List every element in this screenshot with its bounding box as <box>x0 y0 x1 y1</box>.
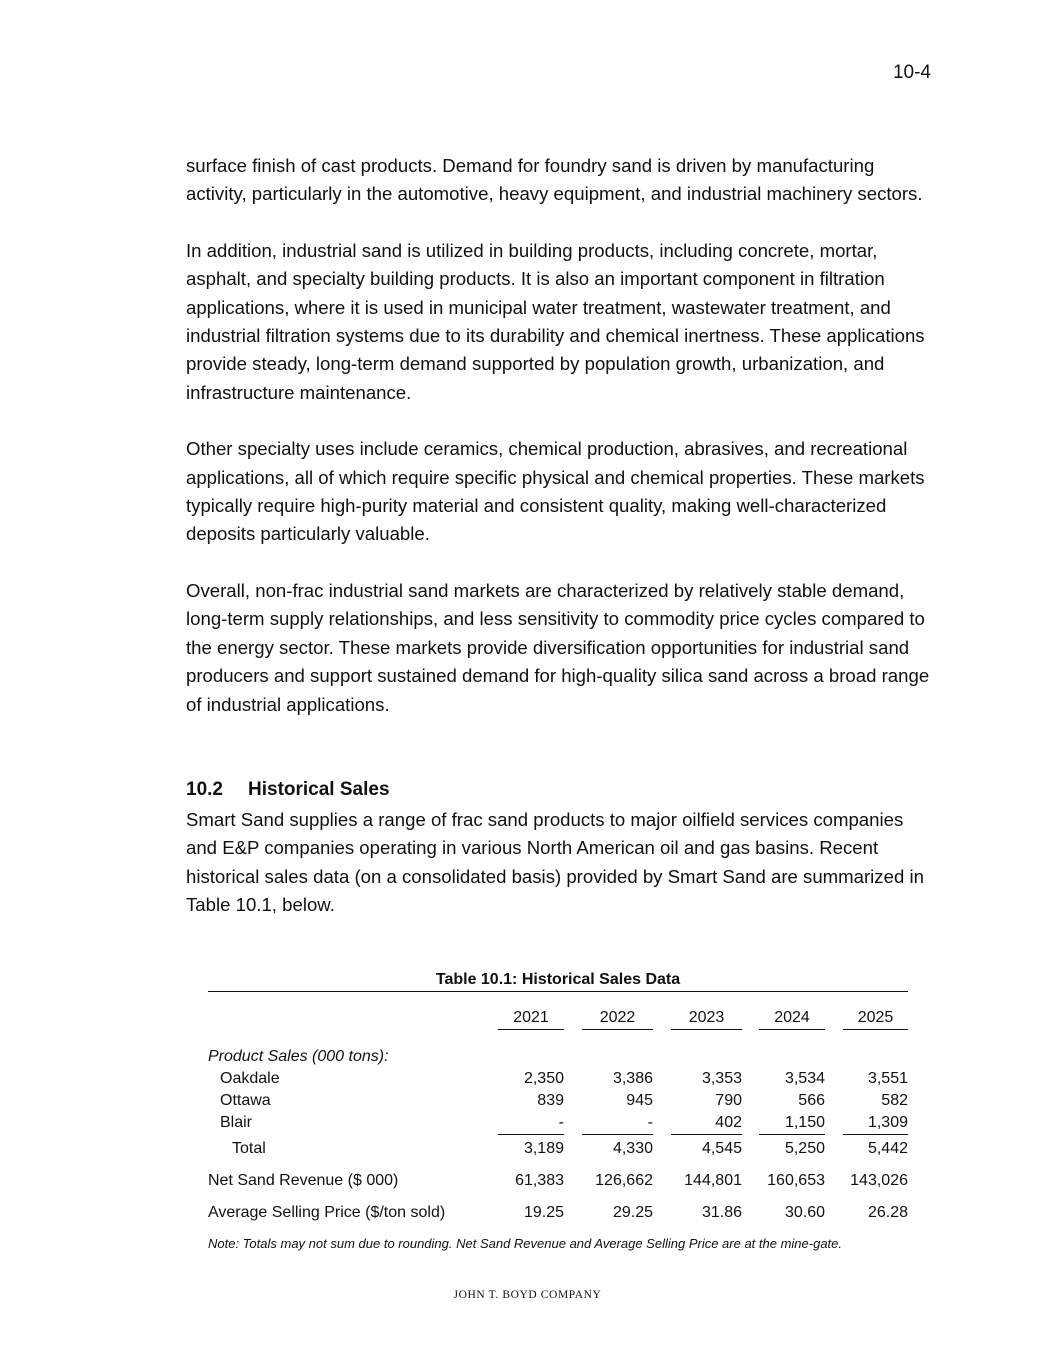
year-header: 2022 <box>582 1008 653 1030</box>
table-row <box>208 1112 908 1134</box>
table-cell: 839 <box>537 1092 564 1109</box>
row-label: Blair <box>220 1114 253 1131</box>
row-label: Ottawa <box>220 1092 271 1109</box>
product-sales-label: Product Sales (000 tons): <box>208 1048 389 1065</box>
table-cell: 5,442 <box>867 1140 908 1157</box>
row-label: Oakdale <box>220 1070 280 1087</box>
year-header: 2025 <box>843 1008 908 1030</box>
page-number: 10-4 <box>892 62 931 83</box>
table-cell: 126,662 <box>595 1172 653 1189</box>
paragraph-building-filtration: In addition, industrial sand is utilized in building products, including concrete, mortar, asphalt, and specialty building products. It is also an important component in filtration applications, where it is used in municipal water treatment, wastewater treatment, and industrial filtration systems due to its durability and chemical inertness. These applications provide steady, long-term demand supported by population growth, urbanization, and infrastructure maintenance. <box>186 239 925 403</box>
year-header: 2021 <box>498 1008 564 1030</box>
section-number: 10.2 <box>186 778 223 800</box>
table-cell: 61,383 <box>515 1172 564 1189</box>
table-cell: 945 <box>626 1092 653 1109</box>
table-cell: 5,250 <box>784 1140 825 1157</box>
row-label: Net Sand Revenue ($ 000) <box>208 1172 399 1189</box>
paragraph-market-overview: Overall, non-frac industrial sand markets are characterized by relatively stable demand, long-term supply relationships, and less sensitivity to commodity price cycles compared to the energy sector. These markets provide diversification opportunities for industrial sand producers and support sustained demand for high-quality silica sand across a broad range of industrial applications. <box>186 579 930 715</box>
table-cell: 29.25 <box>612 1204 653 1221</box>
table-cell: 4,330 <box>612 1140 653 1157</box>
year-header: 2023 <box>671 1008 742 1030</box>
document-body <box>186 152 931 948</box>
company-footer: JOHN T. BOYD COMPANY <box>453 1289 602 1301</box>
table-cell: 160,653 <box>767 1172 825 1189</box>
total-row <box>208 1138 908 1160</box>
table-row <box>208 1090 908 1112</box>
product-sales-label-row <box>208 1046 908 1068</box>
table-cell: 582 <box>881 1092 908 1109</box>
row-label: Average Selling Price ($/ton sold) <box>208 1204 446 1221</box>
table-cell: 790 <box>715 1092 742 1109</box>
paragraph-specialty-uses: Other specialty uses include ceramics, chemical production, abrasives, and recreational applications, all of which require specific physical and chemical properties. These markets typically require high-purity material and consistent quality, making well-characterized deposits particularly valuable. <box>186 438 925 545</box>
table-cell: 4,545 <box>701 1140 742 1157</box>
section-title: Historical Sales <box>248 778 390 800</box>
table-cell: 2,350 <box>523 1070 564 1087</box>
avg-price-row <box>208 1202 908 1224</box>
table-cell: 566 <box>798 1092 825 1109</box>
table-cell: 26.28 <box>867 1204 908 1221</box>
table-cell: - <box>498 1112 564 1135</box>
paragraph-historical-sales: Smart Sand supplies a range of frac sand products to major oilfield services companies and E&P companies operating in various North American oil and gas basins. Recent historical sales data (on a consolidated basis) provided by Smart Sand are summarized in Table 10.1, below. <box>186 808 924 916</box>
table-row <box>208 1068 908 1090</box>
table-cell: 144,801 <box>684 1172 742 1189</box>
table-cell: 1,150 <box>759 1112 825 1135</box>
table-header-row <box>208 1008 908 1030</box>
historical-sales-table <box>208 970 908 1251</box>
table-cell: 1,309 <box>843 1112 908 1135</box>
table-cell: 3,353 <box>701 1070 742 1087</box>
table-cell: 19.25 <box>523 1204 564 1221</box>
table-cell: - <box>582 1112 653 1135</box>
row-label: Total <box>232 1140 266 1157</box>
table-cell: 3,534 <box>784 1070 825 1087</box>
table-note: Note: Totals may not sum due to rounding. Net Sand Revenue and Average Selling Price are at the mine-gate. <box>208 1236 843 1251</box>
year-header: 2024 <box>759 1008 825 1030</box>
table-cell: 143,026 <box>850 1172 908 1189</box>
table-cell: 402 <box>671 1112 742 1135</box>
table-cell: 30.60 <box>784 1204 825 1221</box>
table-cell: 31.86 <box>701 1204 742 1221</box>
paragraph-foundry: surface finish of cast products. Demand for foundry sand is driven by manufacturing activity, particularly in the automotive, heavy equipment, and industrial machinery sectors. <box>186 155 923 205</box>
table-title: Table 10.1: Historical Sales Data <box>208 970 908 992</box>
table-cell: 3,386 <box>612 1070 653 1087</box>
net-revenue-row <box>208 1170 908 1192</box>
section-heading <box>186 777 931 803</box>
table-cell: 3,189 <box>523 1140 564 1157</box>
table-cell: 3,551 <box>867 1070 908 1087</box>
